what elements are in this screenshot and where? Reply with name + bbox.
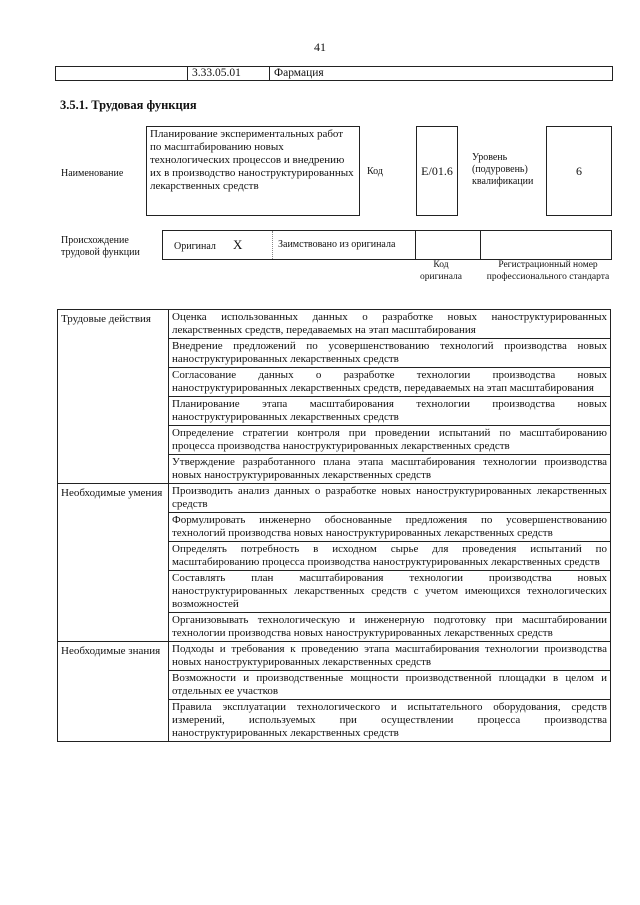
list-item: Составлять план масштабирования технологии производства новых наноструктурированных лекарственных средств с учетом имеющихся технологических возможностей — [169, 571, 611, 613]
page-number: 41 — [314, 40, 326, 54]
function-details-table — [57, 309, 611, 742]
original-label: Оригинал — [174, 241, 216, 252]
borrowed-label: Заимствовано из оригинала — [278, 239, 396, 250]
list-item: Возможности и производственные мощности производственной площадки в целом и отдельных ее участков — [169, 671, 611, 700]
function-name: Планирование экспериментальных работ по масштабированию новых технологических процессов и внедрению их в производство наноструктурированных лекарственных средств — [146, 126, 360, 216]
section-title: 3.5.1. Трудовая функция — [60, 98, 197, 112]
section-title-skills: Необходимые умения — [58, 484, 169, 642]
section-title-knowledge: Необходимые знания — [58, 642, 169, 742]
list-item: Оценка использованных данных о разработке новых наноструктурированных лекарственных средств, передаваемых на этап масштабирования — [169, 310, 611, 339]
list-item: Организовывать технологическую и инженерную подготовку при масштабировании технологии производства новых наноструктурированных лекарственных средств — [169, 613, 611, 642]
level-label: Уровень (подуровень) квалификации — [472, 152, 534, 187]
original-mark: X — [233, 237, 243, 252]
list-item: Определять потребность в исходном сырье для проведения испытаний по масштабированию процесса производства наноструктурированных лекарственных средств — [169, 542, 611, 571]
code-original-label: Код оригинала — [420, 260, 462, 282]
table-row — [58, 642, 611, 671]
list-item: Подходы и требования к проведению этапа масштабирования технологии производства новых наноструктурированных лекарственных средств — [169, 642, 611, 671]
list-item: Формулировать инженерно обоснованные предложения по усовершенствованию технологий производства новых наноструктурированных лекарственных средств — [169, 513, 611, 542]
table-row — [58, 484, 611, 513]
specialty-code: 3.33.05.01 — [187, 67, 272, 80]
function-code: E/01.6 — [416, 126, 458, 216]
code-label: Код — [367, 166, 383, 177]
list-item: Определение стратегии контроля при проведении испытаний по масштабированию процесса производства наноструктурированных лекарственных средств — [169, 426, 611, 455]
list-item: Планирование этапа масштабирования технологии производства новых наноструктурированных лекарственных средств — [169, 397, 611, 426]
origin-row — [162, 230, 612, 260]
section-title-labor-actions: Трудовые действия — [58, 310, 169, 484]
qualification-level: 6 — [546, 126, 612, 216]
list-item: Согласование данных о разработке технологии производства новых наноструктурированных лекарственных средств, передаваемых на этап масштабирования — [169, 368, 611, 397]
list-item: Правила эксплуатации технологического и испытательного оборудования, средств измерений, используемых при осуществлении процесса производства наноструктурированных лекарственных средств — [169, 700, 611, 742]
specialty-code-row — [55, 66, 613, 81]
table-row — [58, 310, 611, 339]
specialty-name: Фармация — [269, 67, 614, 80]
list-item: Производить анализ данных о разработке новых наноструктурированных лекарственных средств — [169, 484, 611, 513]
reg-number-label: Регистрационный номер профессионального стандарта — [486, 260, 610, 282]
list-item: Внедрение предложений по усовершенствованию технологий производства новых наноструктурированных лекарственных средств — [169, 339, 611, 368]
list-item: Утверждение разработанного плана этапа масштабирования технологии производства новых наноструктурированных лекарственных средств — [169, 455, 611, 484]
name-label: Наименование — [61, 168, 124, 179]
origin-label: Происхождение трудовой функции — [61, 235, 140, 258]
